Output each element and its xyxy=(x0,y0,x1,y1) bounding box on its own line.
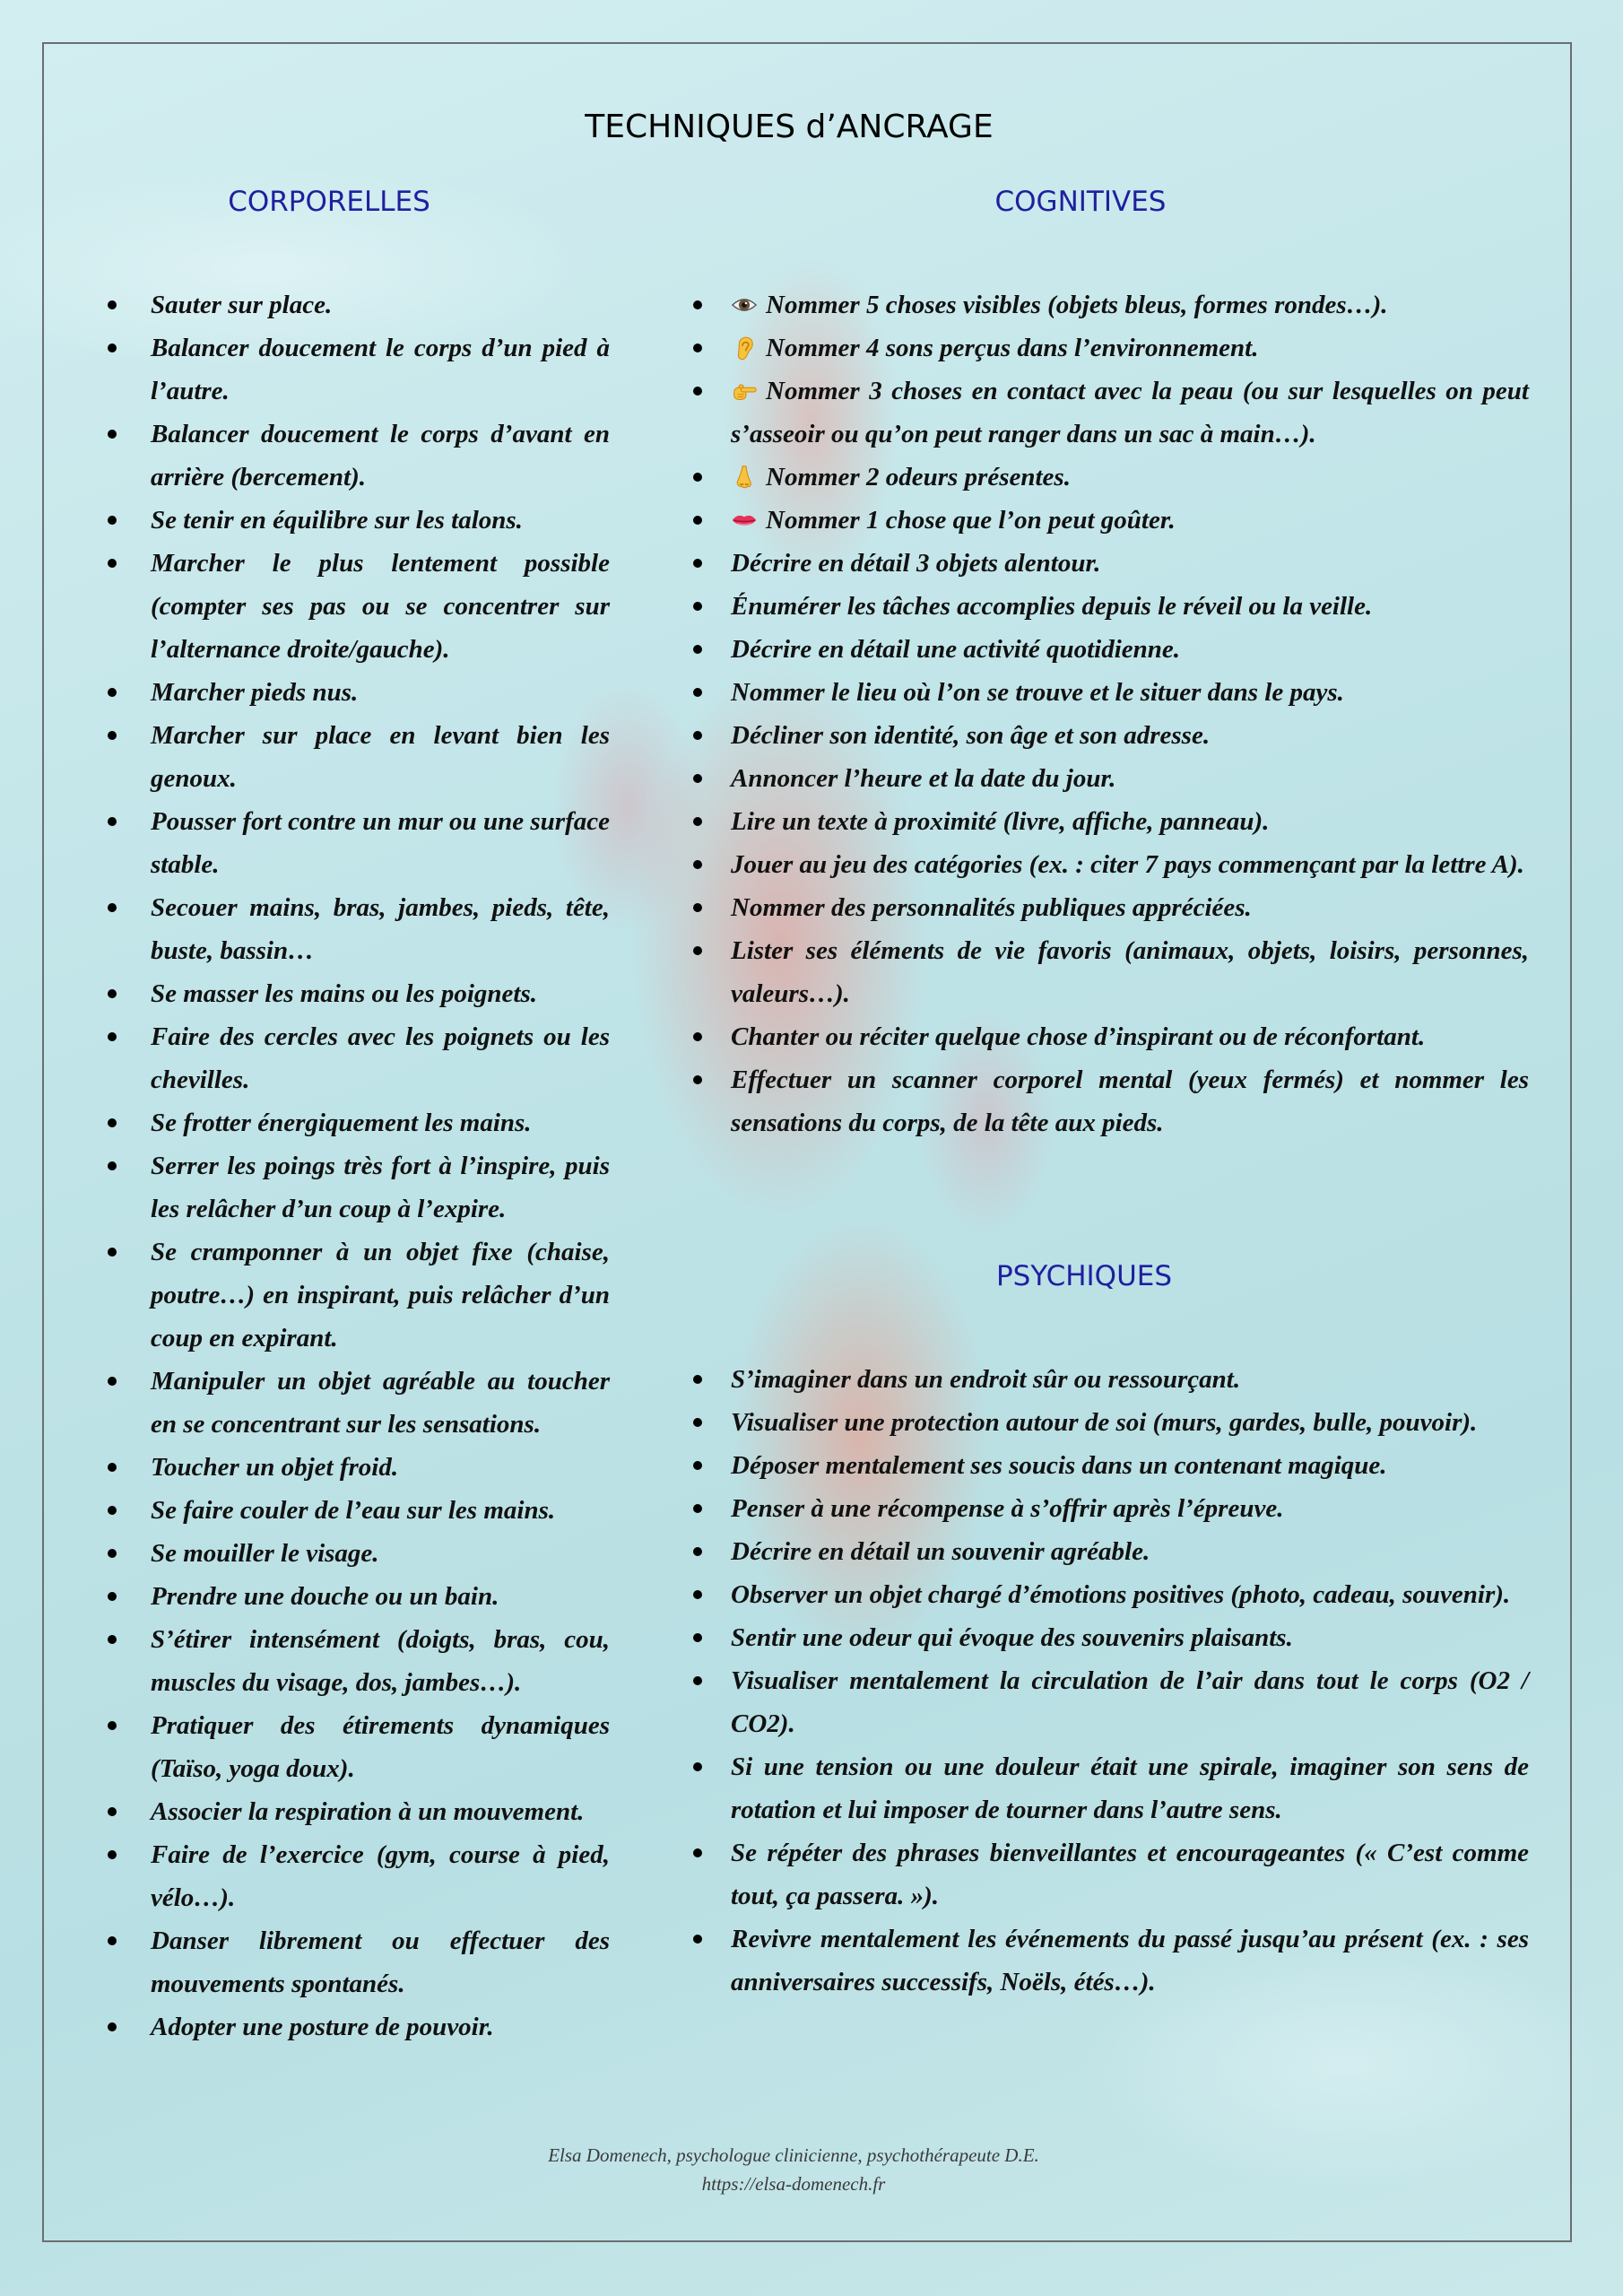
list-item-text: Décrire en détail 3 objets alentour. xyxy=(731,549,1101,578)
list-item xyxy=(151,1015,610,1101)
list-item-text: Décrire en détail une activité quotidienne. xyxy=(731,635,1181,664)
list-item xyxy=(151,1446,610,1489)
list-item xyxy=(151,1618,610,1704)
list-item-text: Si une tension ou une douleur était une spirale, imaginer son sens de rotation et lui imposer de tourner dans l’autre sens. xyxy=(731,1752,1529,1824)
list-item xyxy=(731,929,1529,1015)
list-item-text: Se faire couler de l’eau sur les mains. xyxy=(151,1496,556,1525)
footer-author: Elsa Domenech, psychologue clinicienne, psychothérapeute D.E. xyxy=(548,2144,1039,2166)
list-item xyxy=(731,1745,1529,1831)
list-item xyxy=(151,1360,610,1446)
list-item xyxy=(731,1616,1529,1659)
list-item-text: Lire un texte à proximité (livre, affiche, panneau). xyxy=(731,807,1270,836)
list-item xyxy=(731,1401,1529,1444)
list-item xyxy=(151,1101,610,1144)
section-heading-cognitives: COGNITIVES xyxy=(994,186,1167,218)
list-item-text: Secouer mains, bras, jambes, pieds, tête, buste, bassin… xyxy=(151,893,610,965)
list-item xyxy=(731,1487,1529,1530)
list-item xyxy=(731,714,1529,757)
list-item-text: Se frotter énergiquement les mains. xyxy=(151,1109,532,1137)
list-item xyxy=(151,1144,610,1231)
list-item xyxy=(151,2005,610,2048)
list-item-text: Observer un objet chargé d’émotions positives (photo, cadeau, souvenir). xyxy=(731,1580,1511,1609)
list-item-text: Nommer 5 choses visibles (objets bleus, formes rondes…). xyxy=(766,291,1388,319)
eye-icon xyxy=(731,291,758,318)
list-item-text: Déposer mentalement ses soucis dans un contenant magique. xyxy=(731,1451,1387,1480)
list-item xyxy=(731,1918,1529,2004)
list-item xyxy=(731,800,1529,843)
list-item-text: Serrer les poings très fort à l’inspire, puis les relâcher d’un coup à l’expire. xyxy=(151,1152,610,1223)
section-heading-corporelles: CORPORELLES xyxy=(228,186,430,218)
list-item-text: Se cramponner à un objet fixe (chaise, poutre…) en inspirant, puis relâcher d’un coup en expirant. xyxy=(151,1238,610,1352)
list-item xyxy=(151,1790,610,1833)
list-item-text: Toucher un objet froid. xyxy=(151,1453,399,1482)
list-item xyxy=(731,283,1529,326)
list-item xyxy=(731,671,1529,714)
list-item-text: Faire de l’exercice (gym, course à pied, vélo…). xyxy=(151,1840,610,1912)
list-item xyxy=(151,326,610,413)
list-item xyxy=(151,1704,610,1790)
list-item xyxy=(731,370,1529,456)
list-item-text: Manipuler un objet agréable au toucher en se concentrant sur les sensations. xyxy=(151,1367,610,1439)
list-item-text: S’étirer intensément (doigts, bras, cou, muscles du visage, dos, jambes…). xyxy=(151,1625,610,1697)
list-item-text: Se masser les mains ou les poignets. xyxy=(151,979,538,1008)
list-item-text: Énumérer les tâches accomplies depuis le réveil ou la veille. xyxy=(731,592,1373,621)
list-item-text: Nommer 3 choses en contact avec la peau (ou sur lesquelles on peut s’asseoir ou qu’on peut ranger dans un sac à main…). xyxy=(731,377,1529,448)
pointing-hand-icon xyxy=(731,378,758,404)
list-item-text: Jouer au jeu des catégories (ex. : citer 7 pays commençant par la lettre A). xyxy=(731,850,1524,879)
page-title: TECHNIQUES d’ANCRAGE xyxy=(585,109,994,145)
list-item xyxy=(731,326,1529,370)
list-item xyxy=(151,1833,610,1919)
list-item-text: Marcher le plus lentement possible (compter ses pas ou se concentrer sur l’alternance droite/gauche). xyxy=(151,549,610,664)
list-item xyxy=(151,413,610,499)
list-item xyxy=(151,499,610,542)
list-item xyxy=(731,628,1529,671)
list-item-text: Sentir une odeur qui évoque des souvenirs plaisants. xyxy=(731,1623,1293,1652)
list-item xyxy=(731,843,1529,886)
ear-icon xyxy=(731,335,758,361)
list-item xyxy=(731,1015,1529,1058)
list-item-text: Sauter sur place. xyxy=(151,291,333,319)
list-item-text: Balancer doucement le corps d’avant en arrière (bercement). xyxy=(151,420,610,491)
list-item xyxy=(151,1231,610,1360)
section-heading-psychiques: PSYCHIQUES xyxy=(995,1260,1173,1292)
list-item xyxy=(151,1575,610,1618)
corporelles-list xyxy=(151,283,610,2048)
list-item xyxy=(151,1532,610,1575)
list-item xyxy=(731,542,1529,585)
list-item xyxy=(151,972,610,1015)
list-item-text: Penser à une récompense à s’offrir après l’épreuve. xyxy=(731,1494,1284,1523)
list-item-text: Pratiquer des étirements dynamiques (Taïso, yoga doux). xyxy=(151,1711,610,1783)
list-item xyxy=(731,757,1529,800)
list-item-text: Nommer le lieu où l’on se trouve et le situer dans le pays. xyxy=(731,678,1344,707)
list-item xyxy=(731,1444,1529,1487)
list-item xyxy=(731,499,1529,542)
list-item xyxy=(731,456,1529,499)
list-item xyxy=(151,1919,610,2005)
list-item xyxy=(731,1530,1529,1573)
cognitives-list xyxy=(731,283,1529,1144)
list-item xyxy=(151,671,610,714)
list-item-text: Danser librement ou effectuer des mouvements spontanés. xyxy=(151,1926,610,1998)
list-item-text: Faire des cercles avec les poignets ou les chevilles. xyxy=(151,1022,610,1094)
list-item xyxy=(731,1573,1529,1616)
list-item-text: Se répéter des phrases bienveillantes et encourageantes (« C’est comme tout, ça passera. »). xyxy=(731,1839,1529,1910)
lips-icon xyxy=(731,507,758,534)
list-item-text: Lister ses éléments de vie favoris (animaux, objets, loisirs, personnes, valeurs…). xyxy=(731,936,1529,1008)
list-item xyxy=(731,1058,1529,1144)
list-item-text: Associer la respiration à un mouvement. xyxy=(151,1797,585,1826)
list-item-text: Annoncer l’heure et la date du jour. xyxy=(731,764,1116,793)
list-item xyxy=(151,1489,610,1532)
list-item-text: Prendre une douche ou un bain. xyxy=(151,1582,499,1611)
list-item xyxy=(151,886,610,972)
list-item-text: Décrire en détail un souvenir agréable. xyxy=(731,1537,1150,1566)
list-item xyxy=(731,585,1529,628)
list-item xyxy=(151,714,610,800)
footer-url-link[interactable]: https://elsa-domenech.fr xyxy=(701,2173,886,2195)
list-item-text: Visualiser mentalement la circulation de l’air dans tout le corps (O2 / CO2). xyxy=(731,1666,1529,1738)
list-item-text: Pousser fort contre un mur ou une surface stable. xyxy=(151,807,610,879)
list-item-text: Effectuer un scanner corporel mental (yeux fermés) et nommer les sensations du corps, de la tête aux pieds. xyxy=(731,1065,1529,1137)
list-item-text: Marcher pieds nus. xyxy=(151,678,359,707)
list-item-text: Balancer doucement le corps d’un pied à l’autre. xyxy=(151,334,610,405)
list-item-text: S’imaginer dans un endroit sûr ou ressourçant. xyxy=(731,1365,1241,1394)
list-item-text: Adopter une posture de pouvoir. xyxy=(151,2013,494,2041)
list-item-text: Nommer 1 chose que l’on peut goûter. xyxy=(766,506,1176,535)
list-item xyxy=(151,542,610,671)
list-item-text: Chanter ou réciter quelque chose d’inspirant ou de réconfortant. xyxy=(731,1022,1426,1051)
list-item xyxy=(731,1358,1529,1401)
list-item-text: Marcher sur place en levant bien les genoux. xyxy=(151,721,610,793)
list-item-text: Décliner son identité, son âge et son adresse. xyxy=(731,721,1211,750)
list-item-text: Nommer 2 odeurs présentes. xyxy=(766,463,1071,491)
nose-icon xyxy=(731,464,758,491)
list-item xyxy=(731,1659,1529,1745)
list-item-text: Revivre mentalement les événements du passé jusqu’au présent (ex. : ses anniversaires successifs, Noëls, étés…). xyxy=(731,1925,1529,1996)
list-item-text: Nommer des personnalités publiques appréciées. xyxy=(731,893,1252,922)
list-item-text: Nommer 4 sons perçus dans l’environnement. xyxy=(766,334,1259,362)
list-item xyxy=(151,283,610,326)
list-item-text: Se mouiller le visage. xyxy=(151,1539,379,1568)
psychiques-list xyxy=(731,1358,1529,2004)
list-item-text: Visualiser une protection autour de soi (murs, gardes, bulle, pouvoir). xyxy=(731,1408,1478,1437)
list-item-text: Se tenir en équilibre sur les talons. xyxy=(151,506,523,535)
list-item xyxy=(731,1831,1529,1918)
list-item xyxy=(731,886,1529,929)
list-item xyxy=(151,800,610,886)
